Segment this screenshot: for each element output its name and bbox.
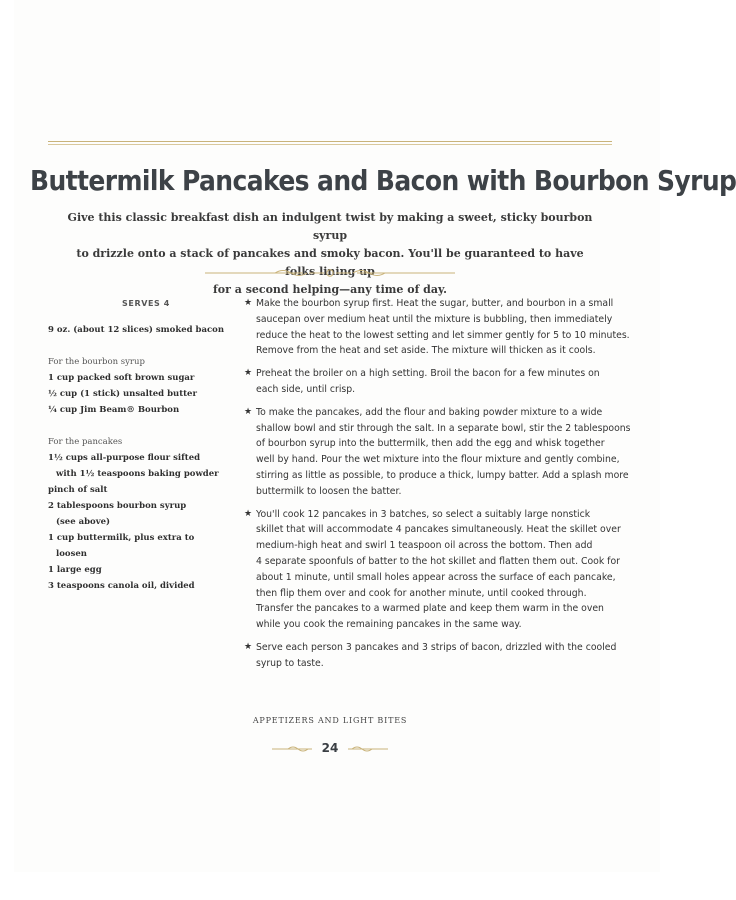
ingredient-item: pinch of salt [48, 485, 108, 495]
top-rule [48, 141, 612, 142]
intro-line: to drizzle onto a stack of pancakes and smoky bacon. You'll be guaranteed to have folks lining up [76, 247, 584, 278]
recipe-title: Buttermilk Pancakes and Bacon with Bourbon Syrup [30, 164, 736, 197]
method-step [244, 366, 629, 398]
ingredient-item: 1½ cups all-purpose flour sifted [48, 453, 201, 463]
step-line: stirring as little as possible, to produce a thick, lumpy batter. Add a splash more [256, 469, 629, 481]
section-footer-label: APPETIZERS AND LIGHT BITES [252, 716, 408, 725]
star-bullet-icon: ★ [244, 298, 253, 308]
ingredient-item: 1 cup packed soft brown sugar [48, 373, 195, 383]
ingredient-item: ½ cup (1 stick) unsalted butter [48, 389, 197, 399]
step-line: reduce the heat to the lowest setting and let simmer gently for 5 to 10 minutes. [256, 329, 630, 341]
ingredient-item: 2 tablespoons bourbon syrup [48, 501, 187, 511]
star-bullet-icon: ★ [244, 641, 253, 652]
ingredient-item: 1 cup buttermilk, plus extra to [48, 533, 195, 543]
syrup-subheading: For the bourbon syrup [48, 357, 145, 367]
page-number-block [260, 740, 400, 758]
flourish-divider-icon [205, 268, 455, 278]
method-column [244, 296, 629, 679]
step-line: while you cook the remaining pancakes in the same way. [256, 619, 522, 631]
step-line: To make the pancakes, add the flour and baking powder mixture to a wide [256, 406, 603, 418]
step-line: of bourbon syrup into the buttermilk, then add the egg and whisk together [256, 438, 605, 450]
step-line: Serve each person 3 pancakes and 3 strips of bacon, drizzled with the cooled [256, 641, 617, 653]
method-step [244, 507, 629, 633]
ingredient-item: 1 large egg [48, 565, 102, 575]
ingredient-item-continued: (see above) [56, 517, 111, 527]
intro-line: for a second helping—any time of day. [213, 283, 447, 296]
step-line: medium-high heat and swirl 1 teaspoon oil across the bottom. Then add [256, 540, 593, 552]
ingredient-item-continued: with 1½ teaspoons baking powder [56, 469, 219, 479]
step-line: Transfer the pancakes to a warmed plate and keep them warm in the oven [256, 603, 604, 615]
method-step [244, 640, 629, 672]
ingredient-item: 3 teaspoons canola oil, divided [48, 581, 195, 591]
step-line: skillet that will accommodate 4 pancakes simultaneously. Heat the skillet over [256, 524, 621, 536]
recipe-intro [60, 209, 600, 299]
step-line: syrup to taste. [256, 657, 324, 669]
ingredient-item-continued: loosen [56, 549, 87, 559]
star-bullet-icon: ★ [244, 508, 253, 519]
method-step [244, 405, 629, 500]
step-line: then flip them over and cook for another minute, until cooked through. [256, 587, 587, 599]
ingredients-column [48, 296, 228, 594]
step-line: about 1 minute, until small holes appear across the surface of each pancake, [256, 571, 616, 583]
serves-label: SERVES 4 [122, 299, 170, 308]
ingredient-item: 9 oz. (about 12 slices) smoked bacon [48, 325, 225, 335]
step-line: Make the bourbon syrup first. Heat the sugar, butter, and bourbon in a small [256, 298, 614, 309]
step-line: each side, until crisp. [256, 383, 356, 395]
ingredient-item: ¼ cup Jim Beam® Bourbon [48, 405, 180, 415]
star-bullet-icon: ★ [244, 406, 253, 417]
method-step [244, 296, 629, 359]
step-line: well by hand. Pour the wet mixture into the flour mixture and gently combine, [256, 454, 620, 466]
pancakes-subheading: For the pancakes [48, 437, 123, 447]
step-line: buttermilk to loosen the batter. [256, 485, 402, 497]
step-line: Preheat the broiler on a high setting. Broil the bacon for a few minutes on [256, 368, 600, 380]
page-number: 24 [321, 741, 339, 755]
step-line: saucepan over medium heat until the mixture is bubbling, then immediately [256, 313, 613, 325]
star-bullet-icon: ★ [244, 368, 253, 379]
step-line: Remove from the heat and set aside. The mixture will thicken as it cools. [256, 345, 596, 357]
step-line: You'll cook 12 pancakes in 3 batches, so select a suitably large nonstick [256, 508, 591, 520]
step-line: 4 separate spoonfuls of batter to the hot skillet and flatten them out. Cook for [256, 555, 620, 567]
step-line: shallow bowl and stir through the salt. In a separate bowl, stir the 2 tablespoons [256, 422, 631, 434]
intro-line: Give this classic breakfast dish an indulgent twist by making a sweet, sticky bourbon syrup [67, 211, 593, 242]
